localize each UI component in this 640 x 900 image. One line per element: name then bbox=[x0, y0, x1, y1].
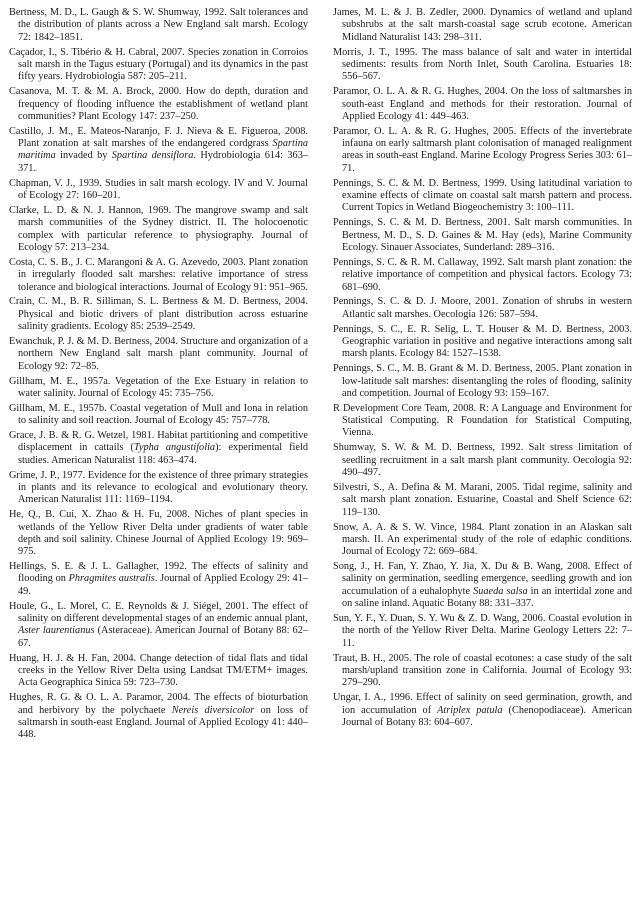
species-name: Spartina maritima bbox=[18, 138, 308, 162]
reference-text: Chapman, V. J., 1939. Studies in salt marsh ecology. IV and V. Journal of Ecology 27: 160–201. bbox=[9, 177, 308, 201]
reference-text: James, M. L. & J. B. Zedler, 2000. Dynamics of wetland and upland subshrubs at the salt marsh-coastal sage scrub ecotone. American Midland Naturalist 143: 298–311. bbox=[333, 7, 632, 43]
reference-entry bbox=[9, 296, 308, 333]
reference-entry bbox=[9, 692, 308, 741]
reference-text: Ungar, I. A., 1996. Effect of salinity on seed germination, growth, and ion accumulation of bbox=[333, 692, 632, 716]
reference-text: Paramor, O. L. A. & R. G. Hughes, 2004. On the loss of saltmarshes in south-east England and methods for their restoration. Journal of Applied Ecology 41: 449–463. bbox=[333, 86, 632, 122]
reference-entry bbox=[9, 430, 308, 467]
reference-text: Crain, C. M., B. R. Silliman, S. L. Bertness & M. D. Bertness, 2004. Physical and biotic drivers of plant distribution across estuarine salinity gradients. Ecology 85: 2539–2549. bbox=[9, 296, 308, 333]
reference-text: Traut, B. H., 2005. The role of coastal ecotones: a case study of the salt marsh/upland transition zone in California. Journal of Ecology 93: 279–290. bbox=[333, 652, 632, 689]
reference-entry bbox=[333, 522, 632, 559]
reference-text: Grace, J. B. & R. G. Wetzel, 1981. Habitat partitioning and competitive displacement in cattails ( bbox=[9, 430, 308, 454]
reference-text: . Hydrobiologia 614: 363–371. bbox=[18, 150, 308, 174]
reference-entry bbox=[9, 336, 308, 373]
species-name: Phragmites australis bbox=[68, 573, 155, 585]
reference-text: in an intertidal zone and on saline inland. Aquatic Botany 88: 331–337. bbox=[342, 585, 633, 610]
reference-text: Paramor, O. L. A. & R. G. Hughes, 2005. Effects of the invertebrate infauna on early saltmarsh plant colonisation of managed realignment areas in south-east England. Marine Ecology Progress Series 303: 61–71. bbox=[333, 125, 632, 174]
reference-entry bbox=[333, 86, 632, 123]
reference-entry bbox=[9, 86, 308, 123]
reference-text: Pennings, S. C. & M. D. Bertness, 1999. Using latitudinal variation to examine effects of climate on coastal salt marsh pattern and process. Current Topics in Wetland Biogeochemistry 3: 100–111. bbox=[333, 177, 632, 214]
reference-entry bbox=[9, 178, 308, 203]
species-name: Aster laurentianus bbox=[18, 625, 95, 637]
reference-text: Gillham, M. E., 1957b. Coastal vegetation of Mull and Iona in relation to salinity and soil reaction. Journal of Ecology 45: 757–778. bbox=[9, 402, 308, 427]
reference-text: Hughes, R. G. & O. L. A. Paramor, 2004. The effects of bioturbation and herbivory by the polychaete bbox=[9, 692, 308, 716]
reference-entry bbox=[9, 653, 308, 690]
reference-text: Clarke, L. D. & N. J. Hannon, 1969. The mangrove swamp and salt marsh communities of the Sydney district. II. The holocoenotic complex with particular reference to physiography. Journal of Ecology 57: 213–234. bbox=[9, 204, 308, 253]
reference-entry bbox=[9, 509, 308, 558]
reference-text: Hellings, S. E. & J. L. Gallagher, 1992. The effects of salinity and flooding on bbox=[9, 561, 308, 585]
reference-text: Pennings, S. C., E. R. Selig, L. T. Houser & M. D. Bertness, 2003. Geographic variation in positive and negative interactions among salt marsh plants. Ecology 84: 1527–1538. bbox=[333, 323, 632, 360]
reference-entry bbox=[333, 482, 632, 519]
reference-entry bbox=[9, 470, 308, 507]
reference-text: on loss of saltmarsh in south-east England. Journal of Applied Ecology 41: 440–448. bbox=[18, 704, 308, 741]
reference-entry bbox=[333, 7, 632, 44]
reference-text: Pennings, S. C. & M. D. Bertness, 2001. Salt marsh communities. In Bertness, M. D., S. D. Gaines & M. Hay (eds), Marine Community Ecology. Sinauer Associates, Sunderland: 289–316. bbox=[333, 217, 632, 253]
reference-entry bbox=[333, 442, 632, 479]
reference-entry bbox=[9, 257, 308, 294]
reference-entry bbox=[9, 403, 308, 428]
reference-entry bbox=[333, 692, 632, 729]
reference-column-left bbox=[9, 7, 308, 900]
reference-text: Shumway, S. W. & M. D. Bertness, 1992. Salt stress limitation of seedling recruitment in a salt marsh plant community. Oecologia 92: 490–497. bbox=[333, 442, 632, 479]
reference-entry bbox=[333, 403, 632, 440]
reference-text: Ewanchuk, P. J. & M. D. Bertness, 2004. Structure and organization of a northern New England salt marsh plant community. Journal of Ecology 92: 72–85. bbox=[9, 335, 308, 372]
reference-text: Costa, C. S. B., J. C. Marangoni & A. G. Azevedo, 2003. Plant zonation in irregularly flooded salt marshes: relative importance of stress tolerance and biological interactions. Journal of Ecology 91: 951–965. bbox=[9, 256, 308, 293]
reference-entry bbox=[9, 7, 308, 44]
reference-text: Castillo, J. M., E. Mateos-Naranjo, F. J. Nieva & E. Figueroa, 2008. Plant zonation at salt marshes of the endangered cordgrass bbox=[9, 125, 308, 150]
reference-entry bbox=[333, 296, 632, 321]
reference-text: Pennings, S. C. & R. M. Callaway, 1992. Salt marsh plant zonation: the relative importance of competition and physical factors. Ecology 73: 681–690. bbox=[333, 256, 632, 293]
reference-entry bbox=[9, 47, 308, 84]
reference-text: Houle, G., L. Morel, C. E. Reynolds & J. Siégel, 2001. The effect of salinity on different developmental stages of an endemic annual plant, bbox=[9, 600, 308, 625]
reference-text: (Chenopodiaceae). American Journal of Botany 83: 604–607. bbox=[342, 704, 632, 728]
reference-entry bbox=[333, 324, 632, 361]
species-name: Spartina densiflora bbox=[111, 150, 194, 162]
species-name: Typha angustifolia bbox=[133, 442, 216, 454]
reference-text: Caçador, I., S. Tibério & H. Cabral, 2007. Species zonation in Corroios salt marsh in the Tagus estuary (Portugal) and its dynamics in the past fifty years. Hydrobiologia 587: 205–211. bbox=[9, 46, 308, 83]
reference-entry bbox=[333, 178, 632, 215]
reference-entry bbox=[333, 47, 632, 84]
reference-text: He, Q., B. Cui, X. Zhao & H. Fu, 2008. Niches of plant species in wetlands of the Yellow River Delta under gradients of water table depth and soil salinity. Chinese Journal of Applied Ecology 19: 969–975. bbox=[9, 509, 308, 558]
reference-text: Sun, Y. F., Y. Duan, S. Y. Wu & Z. D. Wang, 2006. Coastal evolution in the north of the Yellow River Delta. Marine Geology Letters 22: 7–11. bbox=[333, 613, 632, 649]
reference-entry bbox=[333, 126, 632, 175]
reference-text: Huang, H. J. & H. Fan, 2004. Change detection of tidal flats and tidal creeks in the Yellow River Delta using Landsat TM/ETM+ images. Acta Geographica Sinica 59: 723–730. bbox=[9, 652, 308, 689]
reference-column-right bbox=[333, 7, 632, 900]
reference-entry bbox=[9, 601, 308, 650]
reference-entry bbox=[333, 653, 632, 690]
reference-text: Grime, J. P., 1977. Evidence for the existence of three primary strategies in plants and its relevance to ecological and evolutionary theory. American Naturalist 111: 1169–1194. bbox=[9, 469, 308, 506]
reference-text: Gillham, M. E., 1957a. Vegetation of the Exe Estuary in relation to water salinity. Journal of Ecology 45: 735–756. bbox=[9, 375, 308, 399]
species-name: Suaeda salsa bbox=[473, 585, 528, 597]
reference-text: Bertness, M. D., L. Gaugh & S. W. Shumway, 1992. Salt tolerances and the distribution of plants across a New England salt marsh. Ecology 72: 1842–1851. bbox=[9, 7, 308, 43]
reference-text: invaded by bbox=[55, 150, 112, 162]
reference-entry bbox=[333, 363, 632, 400]
reference-entry bbox=[9, 376, 308, 401]
reference-text: . Journal of Applied Ecology 29: 41–49. bbox=[18, 573, 308, 597]
reference-entry bbox=[333, 561, 632, 610]
species-name: Nereis diversicolor bbox=[171, 704, 255, 716]
reference-entry bbox=[333, 217, 632, 254]
reference-text: R Development Core Team, 2008. R: A Language and Environment for Statistical Computing. R Foundation for Statistical Computing, Vienna. bbox=[333, 402, 632, 439]
reference-entry bbox=[9, 205, 308, 254]
reference-text: Pennings, S. C. & D. J. Moore, 2001. Zonation of shrubs in western Atlantic salt marshes. Oecologia 126: 587–594. bbox=[333, 296, 632, 320]
reference-text: Song, J., H. Fan, Y. Zhao, Y. Jia, X. Du & B. Wang, 2008. Effect of salinity on germination, seedling emergence, seedling growth and ion accumulation of a euhalophyte bbox=[333, 561, 632, 597]
reference-text: Snow, A. A. & S. W. Vince, 1984. Plant zonation in an Alaskan salt marsh. II. An experimental study of the role of edaphic conditions. Journal of Ecology 72: 669–684. bbox=[333, 521, 632, 558]
reference-entry bbox=[333, 613, 632, 650]
reference-text: Morris, J. T., 1995. The mass balance of salt and water in intertidal sediments: results from North Inlet, South Carolina. Estuaries 18: 556–567. bbox=[333, 46, 632, 83]
reference-text: Pennings, S. C., M. B. Grant & M. D. Bertness, 2005. Plant zonation in low-latitude salt marshes: disentangling the roles of flooding, salinity and competition. Journal of Ecology 93: 159–167. bbox=[333, 363, 632, 399]
species-name: Atriplex patula bbox=[437, 704, 503, 716]
reference-text: (Asteraceae). American Journal of Botany 88: 62–67. bbox=[18, 625, 308, 649]
reference-entry bbox=[333, 257, 632, 294]
reference-entry bbox=[9, 126, 308, 175]
reference-text: Casanova, M. T. & M. A. Brock, 2000. How do depth, duration and frequency of flooding influence the establishment of wetland plant communities? Plant Ecology 147: 237–250. bbox=[9, 86, 308, 122]
reference-text: Silvestri, S., A. Defina & M. Marani, 2005. Tidal regime, salinity and salt marsh plant zonation. Estuarine, Coastal and Shelf Science 62: 119–130. bbox=[333, 481, 632, 518]
reference-entry bbox=[9, 561, 308, 598]
reference-text: ): experimental field studies. American Naturalist 118: 463–474. bbox=[18, 442, 308, 466]
